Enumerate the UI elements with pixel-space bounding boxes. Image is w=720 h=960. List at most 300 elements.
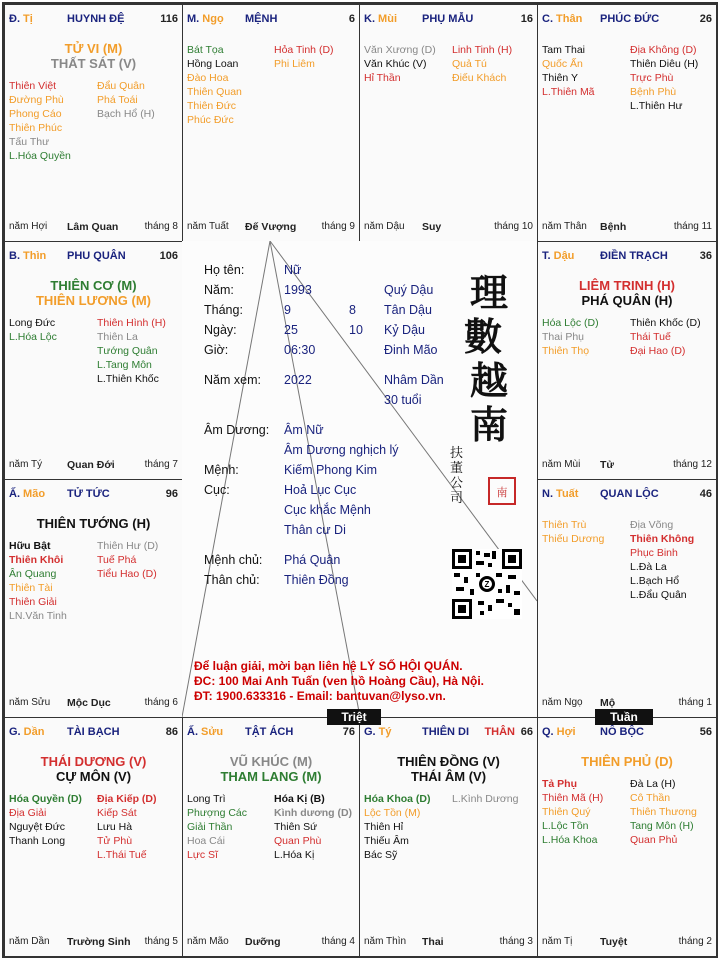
star: Thiếu Dương [542, 533, 605, 545]
can-label: M. [187, 13, 200, 25]
star: Phi Liêm [274, 58, 315, 70]
star: L.Đẩu Quân [630, 589, 687, 601]
contact-phone-email[interactable]: ĐT: 1900.633316 - Email: bantuvan@lyso.vn. [194, 689, 446, 703]
star: Tam Thai [542, 44, 585, 56]
main-star: VŨ KHÚC (M) [229, 754, 313, 769]
value-ho-ten: Nữ [284, 263, 302, 277]
star: Thiên Tài [9, 582, 53, 594]
palace-header [542, 726, 712, 740]
star: Hỏa Tinh (D) [274, 44, 334, 56]
minor-stars-right [274, 792, 352, 862]
palace-thin[interactable] [4, 241, 183, 480]
nguyet-han-month: tháng 5 [144, 936, 178, 947]
dai-han-number: 76 [342, 726, 355, 738]
palace-name: PHU QUÂN [67, 250, 126, 262]
star: Thiên Quan [187, 86, 242, 98]
trang-sinh-stage: Mộc Dục [67, 697, 111, 709]
tieu-han-year: năm Mùi [542, 459, 581, 470]
trang-sinh-stage: Tuyệt [600, 936, 628, 948]
star: Văn Khúc (V) [364, 58, 427, 70]
palace-header [364, 726, 533, 740]
palace-mao[interactable] [4, 479, 183, 718]
can-chi-thang: Tân Dậu [384, 303, 432, 317]
dai-han-number: 6 [348, 13, 355, 25]
star: Phá Toái [97, 94, 138, 106]
palace-footer [9, 936, 178, 948]
palace-hoi[interactable] [537, 717, 717, 957]
star: Thiên Không [630, 533, 695, 545]
palace-position [9, 488, 45, 500]
chi-label: Hợi [553, 726, 576, 738]
palace-name: NÔ BỘC [600, 726, 644, 738]
contact-address: ĐC: 100 Mai Anh Tuấn (ven hồ Hoàng Cầu), Hà Nội. [194, 674, 485, 688]
star: L.Thiên Mã [542, 86, 595, 98]
main-stars [183, 754, 359, 784]
minor-stars-left [542, 316, 599, 358]
star: Long Trì [187, 793, 226, 805]
nguyet-han-month: tháng 10 [494, 221, 533, 232]
star: Thiên Diêu (H) [630, 58, 699, 70]
chi-label: Tuất [553, 488, 579, 500]
value-cuc: Hoả Lục Cục [284, 483, 357, 497]
label-menh: Mệnh: [204, 463, 239, 477]
star: Thiên Hư (D) [97, 540, 159, 552]
palace-position [9, 726, 44, 738]
star: Địa Không (D) [630, 44, 697, 56]
nguyet-han-month: tháng 7 [144, 459, 178, 470]
palace-ty[interactable] [359, 717, 538, 957]
svg-text:Z: Z [484, 580, 490, 589]
minor-stars-right [630, 518, 694, 602]
star: L.Tang Môn [97, 359, 152, 371]
trang-sinh-stage: Đế Vượng [245, 221, 297, 233]
dai-han-number: 36 [699, 250, 712, 262]
star: Giải Thần [187, 821, 233, 833]
chi-label: Thân [553, 13, 583, 25]
nguyet-han-month: tháng 9 [321, 221, 355, 232]
palace-position [542, 488, 578, 500]
palace-header [9, 13, 178, 27]
star: L.Đà La [630, 561, 667, 573]
dai-han-number: 56 [699, 726, 712, 738]
value-cuc-khac: Cục khắc Mệnh [284, 503, 371, 517]
palace-dan[interactable] [4, 717, 183, 957]
value-am-duong-ly: Âm Dương nghịch lý [284, 443, 399, 457]
minor-stars-left [9, 539, 67, 623]
star: Lực Sĩ [187, 849, 218, 861]
main-star: THIÊN CƠ (M) [50, 278, 137, 293]
dai-han-number: 86 [165, 726, 178, 738]
value-thang-am: 8 [349, 303, 356, 317]
tuan-badge: Tuần [595, 709, 653, 725]
minor-stars-left [542, 43, 595, 99]
minor-stars-left [9, 79, 71, 163]
company-seal-text: 扶 董 公 司 [450, 446, 464, 506]
minor-stars-left [187, 43, 242, 127]
can-label: C. [542, 13, 553, 25]
trang-sinh-stage: Lâm Quan [67, 221, 119, 233]
nguyet-han-month: tháng 1 [678, 697, 712, 708]
palace-header [542, 250, 712, 264]
triet-badge: Triệt [327, 709, 381, 725]
main-star: THIÊN LƯƠNG (M) [35, 293, 152, 308]
star: Quả Tú [452, 58, 487, 70]
chi-label: Dậu [550, 250, 575, 262]
palace-name: THIÊN DI [422, 726, 470, 738]
value-gio: 06:30 [284, 343, 316, 357]
main-star: THAM LANG (M) [220, 769, 322, 784]
nguyet-han-month: tháng 3 [499, 936, 533, 947]
palace-footer [9, 697, 178, 709]
tieu-han-year: năm Tuất [187, 221, 229, 232]
star: L.Hóa Quyền [9, 150, 71, 162]
star: Phúc Đức [187, 114, 234, 126]
than-marker: THÂN [484, 726, 515, 738]
minor-stars-right [630, 43, 698, 113]
star: Thai Phụ [542, 331, 585, 343]
palace-header [187, 726, 355, 740]
trang-sinh-stage: Tử [600, 459, 615, 471]
minor-stars-left [9, 316, 57, 344]
value-nam: 1993 [284, 283, 312, 297]
main-star: CỰ MÔN (V) [55, 769, 132, 784]
star: Nguyệt Đức [9, 821, 66, 833]
palace-header [542, 13, 712, 27]
minor-stars-left [364, 792, 431, 862]
palace-name: QUAN LỘC [600, 488, 659, 500]
star: Thiên Khôi [9, 554, 64, 566]
star: Hóa Khoa (D) [364, 793, 431, 805]
star: Thiên Việt [9, 80, 57, 92]
tieu-han-year: năm Mão [187, 936, 229, 947]
star: Đẩu Quân [97, 80, 145, 92]
palace-header [9, 488, 178, 502]
star: Thiên Trù [542, 519, 587, 531]
star: Quan Phủ [630, 834, 678, 846]
palace-position [542, 250, 574, 262]
dai-han-number: 26 [699, 13, 712, 25]
star: Phục Binh [630, 547, 678, 559]
star: Tướng Quân [97, 345, 158, 357]
label-ho-ten: Họ tên: [204, 263, 245, 277]
dai-han-number: 46 [699, 488, 712, 500]
star: Tiểu Hao (D) [97, 568, 157, 580]
palace-footer [187, 936, 355, 948]
star: Thanh Long [9, 835, 66, 847]
star: Thiên Mã (H) [542, 792, 604, 804]
palace-ngo[interactable] [182, 4, 360, 242]
star: Bệnh Phù [630, 86, 677, 98]
center-info-panel [182, 241, 537, 717]
palace-name: TỬ TỨC [67, 488, 110, 500]
palace-footer [364, 936, 533, 948]
star: Hoa Cái [187, 835, 225, 847]
can-chi-nam: Quý Dậu [384, 283, 434, 297]
star: Phong Cáo [9, 108, 62, 120]
label-cuc: Cục: [204, 483, 230, 497]
main-star: THÁI ÂM (V) [410, 769, 487, 784]
palace-header [9, 250, 178, 264]
star: Tử Phù [97, 835, 133, 847]
star: Thái Tuế [630, 331, 671, 343]
palace-name: TẬT ÁCH [245, 726, 294, 738]
can-label: Đ. [9, 13, 20, 25]
chi-label: Mão [20, 488, 46, 500]
palace-position [187, 726, 223, 738]
star: Thiên Phúc [9, 122, 63, 134]
can-label: Q. [542, 726, 554, 738]
palace-name: MỆNH [245, 13, 278, 25]
star: Bác Sỹ [364, 849, 398, 861]
star: Điếu Khách [452, 72, 507, 84]
star: Bạch Hổ (H) [97, 108, 155, 120]
star: Hóa Lộc (D) [542, 317, 599, 329]
star: LN.Văn Tinh [9, 610, 67, 622]
red-seal-stamp: 南 [488, 477, 516, 505]
nguyet-han-month: tháng 4 [321, 936, 355, 947]
star: Thiên Thương [630, 806, 697, 818]
star: Trực Phù [630, 72, 674, 84]
dai-han-number: 96 [165, 488, 178, 500]
main-star: THÁI DƯƠNG (V) [40, 754, 147, 769]
star: Thiên Giải [9, 596, 57, 608]
tieu-han-year: năm Ngọ [542, 697, 583, 708]
star: Tuế Phá [97, 554, 137, 566]
can-label: N. [542, 488, 553, 500]
star: L.Hóa Lộc [9, 331, 57, 343]
value-nam-xem: 2022 [284, 373, 312, 387]
minor-stars-left [9, 792, 82, 848]
star: Thiên Hình (H) [97, 317, 166, 329]
star: L.Kình Dương [452, 793, 519, 805]
value-thang-duong: 9 [284, 303, 291, 317]
ly-so-viet-nam-logo: 理 數 越 南 [464, 270, 509, 447]
tieu-han-year: năm Thân [542, 221, 587, 232]
star: Địa Võng [630, 519, 674, 531]
palace-dau[interactable] [537, 241, 717, 480]
palace-footer [187, 221, 355, 233]
palace-mui[interactable] [359, 4, 538, 242]
value-am-duong: Âm Nữ [284, 423, 324, 437]
label-menh-chu: Mệnh chủ: [204, 553, 263, 567]
minor-stars-right [630, 777, 697, 847]
palace-tuat[interactable] [537, 479, 717, 718]
tieu-han-year: năm Hợi [9, 221, 48, 232]
palace-header [542, 488, 712, 502]
star: Linh Tinh (H) [452, 44, 513, 56]
palace-than[interactable] [537, 4, 717, 242]
nguyet-han-month: tháng 2 [678, 936, 712, 947]
minor-stars-right [97, 316, 166, 386]
palace-suu[interactable] [182, 717, 360, 957]
minor-stars-left [542, 777, 603, 847]
can-label: Ấ. [187, 726, 198, 738]
main-star: THIÊN TƯỚNG (H) [36, 516, 151, 531]
value-menh-chu: Phá Quân [284, 553, 341, 567]
star: Thiên Sứ [274, 821, 318, 833]
star: Ân Quang [9, 568, 57, 580]
value-than-chu: Thiên Đồng [284, 573, 349, 587]
star: Thiên Khốc (D) [630, 317, 701, 329]
star: Bát Tọa [187, 44, 224, 56]
palace-position [364, 726, 392, 738]
star: Địa Giải [9, 807, 47, 819]
star: Lộc Tồn (M) [364, 807, 421, 819]
minor-stars-right [630, 316, 701, 358]
can-chi-ngay: Kỷ Dậu [384, 323, 425, 337]
nguyet-han-month: tháng 8 [144, 221, 178, 232]
star: Đào Hoa [187, 72, 229, 84]
star: Đại Hao (D) [630, 345, 686, 357]
star: Đà La (H) [630, 778, 676, 790]
tieu-han-year: năm Sửu [9, 697, 51, 708]
star: Cô Thần [630, 792, 671, 804]
main-stars [360, 754, 537, 784]
tieu-han-year: năm Dậu [364, 221, 405, 232]
nguyet-han-month: tháng 12 [673, 459, 712, 470]
star: Lưu Hà [97, 821, 133, 833]
star: Quan Phù [274, 835, 322, 847]
chi-label: Tị [20, 13, 33, 25]
main-star: THIÊN PHỦ (D) [581, 754, 673, 769]
palace-position [9, 250, 46, 262]
palace-footer [542, 459, 712, 471]
label-nam: Năm: [204, 283, 234, 297]
value-ngay-am: 10 [349, 323, 363, 337]
trang-sinh-stage: Thai [422, 936, 444, 948]
can-chi-gio: Đinh Mão [384, 343, 438, 357]
chi-label: Thìn [20, 250, 47, 262]
trang-sinh-stage: Quan Đới [67, 459, 115, 471]
star: Kình dương (D) [274, 807, 353, 819]
main-stars [5, 754, 182, 784]
trang-sinh-stage: Bệnh [600, 221, 627, 233]
main-star: PHÁ QUÂN (H) [581, 293, 673, 308]
can-label: G. [9, 726, 21, 738]
star: Thiên Đức [187, 100, 237, 112]
star: Tả Phụ [542, 778, 578, 790]
can-label: Ấ. [9, 488, 20, 500]
star: L.Lộc Tồn [542, 820, 589, 832]
star: Phượng Các [187, 807, 248, 819]
palace-name: TÀI BẠCH [67, 726, 120, 738]
minor-stars-right [452, 792, 518, 806]
star: Thiên La [97, 331, 138, 343]
contact-line: Để luận giải, mời bạn liên hệ LÝ SỐ HỘI QUÁN. [194, 659, 463, 673]
dai-han-number: 116 [160, 13, 178, 25]
palace-header [364, 13, 533, 27]
main-star: THIÊN ĐỒNG (V) [397, 754, 500, 769]
star: L.Thiên Hư [630, 100, 683, 112]
minor-stars-right [97, 79, 155, 121]
palace-footer [542, 221, 712, 233]
star: Long Đức [9, 317, 56, 329]
main-stars [5, 516, 182, 531]
trang-sinh-stage: Suy [422, 221, 442, 233]
palace-position [542, 726, 576, 738]
can-label: B. [9, 250, 20, 262]
value-ngay-duong: 25 [284, 323, 298, 337]
star: Thiếu Âm [364, 835, 409, 847]
label-am-duong: Âm Dương: [204, 423, 270, 437]
trang-sinh-stage: Trường Sinh [67, 936, 131, 948]
star: L.Thái Tuế [97, 849, 147, 861]
chi-label: Dần [20, 726, 45, 738]
can-label: G. [364, 726, 376, 738]
palace-name: PHỤ MẪU [422, 13, 474, 25]
palace-position [187, 13, 224, 25]
star: Hỉ Thần [364, 72, 401, 84]
dai-han-number: 106 [159, 250, 178, 262]
label-ngay: Ngày: [204, 323, 237, 337]
minor-stars-left [187, 792, 247, 862]
value-menh: Kiếm Phong Kim [284, 463, 378, 477]
star: Thiên Y [542, 72, 578, 84]
star: Hữu Bật [9, 540, 51, 552]
trang-sinh-stage: Dưỡng [245, 936, 281, 948]
tieu-han-year: năm Tý [9, 459, 43, 470]
main-star: THẤT SÁT (V) [50, 56, 137, 71]
tieu-han-year: năm Dần [9, 936, 50, 947]
main-stars [5, 41, 182, 71]
tieu-han-year: năm Tị [542, 936, 573, 947]
star: Hồng Loan [187, 58, 239, 70]
minor-stars-right [97, 792, 157, 862]
can-chi-nam-xem: Nhâm Dần [384, 373, 444, 387]
main-stars [538, 754, 716, 769]
star: Đường Phù [9, 94, 64, 106]
palace-name: PHÚC ĐỨC [600, 13, 660, 25]
chi-label: Ngọ [199, 13, 224, 25]
nguyet-han-month: tháng 6 [144, 697, 178, 708]
label-thang: Tháng: [204, 303, 243, 317]
palace-name: ĐIỀN TRẠCH [600, 250, 668, 262]
star: Hóa Quyền (D) [9, 793, 82, 805]
nguyet-han-month: tháng 11 [673, 221, 712, 232]
main-star: TỬ VI (M) [64, 41, 123, 56]
label-than-chu: Thân chủ: [204, 573, 260, 587]
star: Kiếp Sát [97, 807, 137, 819]
star: Hóa Kị (B) [274, 793, 325, 805]
main-stars [538, 278, 716, 308]
star: Tang Môn (H) [630, 820, 694, 832]
palace-position [364, 13, 397, 25]
star: L.Thiên Khốc [97, 373, 159, 385]
minor-stars-right [452, 43, 512, 85]
contact-info [194, 659, 534, 704]
tuoi: 30 tuổi [384, 393, 422, 407]
palace-ti[interactable] [4, 4, 183, 242]
chi-label: Sửu [198, 726, 224, 738]
palace-position [542, 13, 582, 25]
palace-footer [9, 221, 178, 233]
minor-stars-left [542, 518, 604, 546]
palace-footer [542, 936, 712, 948]
star: L.Hóa Kị [274, 849, 315, 861]
chi-label: Mùi [375, 13, 397, 25]
star: Văn Xương (D) [364, 44, 436, 56]
can-label: K. [364, 13, 375, 25]
star: Địa Kiếp (D) [97, 793, 157, 805]
value-than-cu: Thân cư Di [284, 523, 346, 537]
qr-code[interactable] [452, 549, 522, 619]
trang-sinh-stage: Mộ [600, 697, 616, 709]
minor-stars-right [97, 539, 158, 581]
palace-header [9, 726, 178, 740]
star: Thiên Hỉ [364, 821, 404, 833]
palace-footer [542, 697, 712, 709]
palace-footer [9, 459, 178, 471]
